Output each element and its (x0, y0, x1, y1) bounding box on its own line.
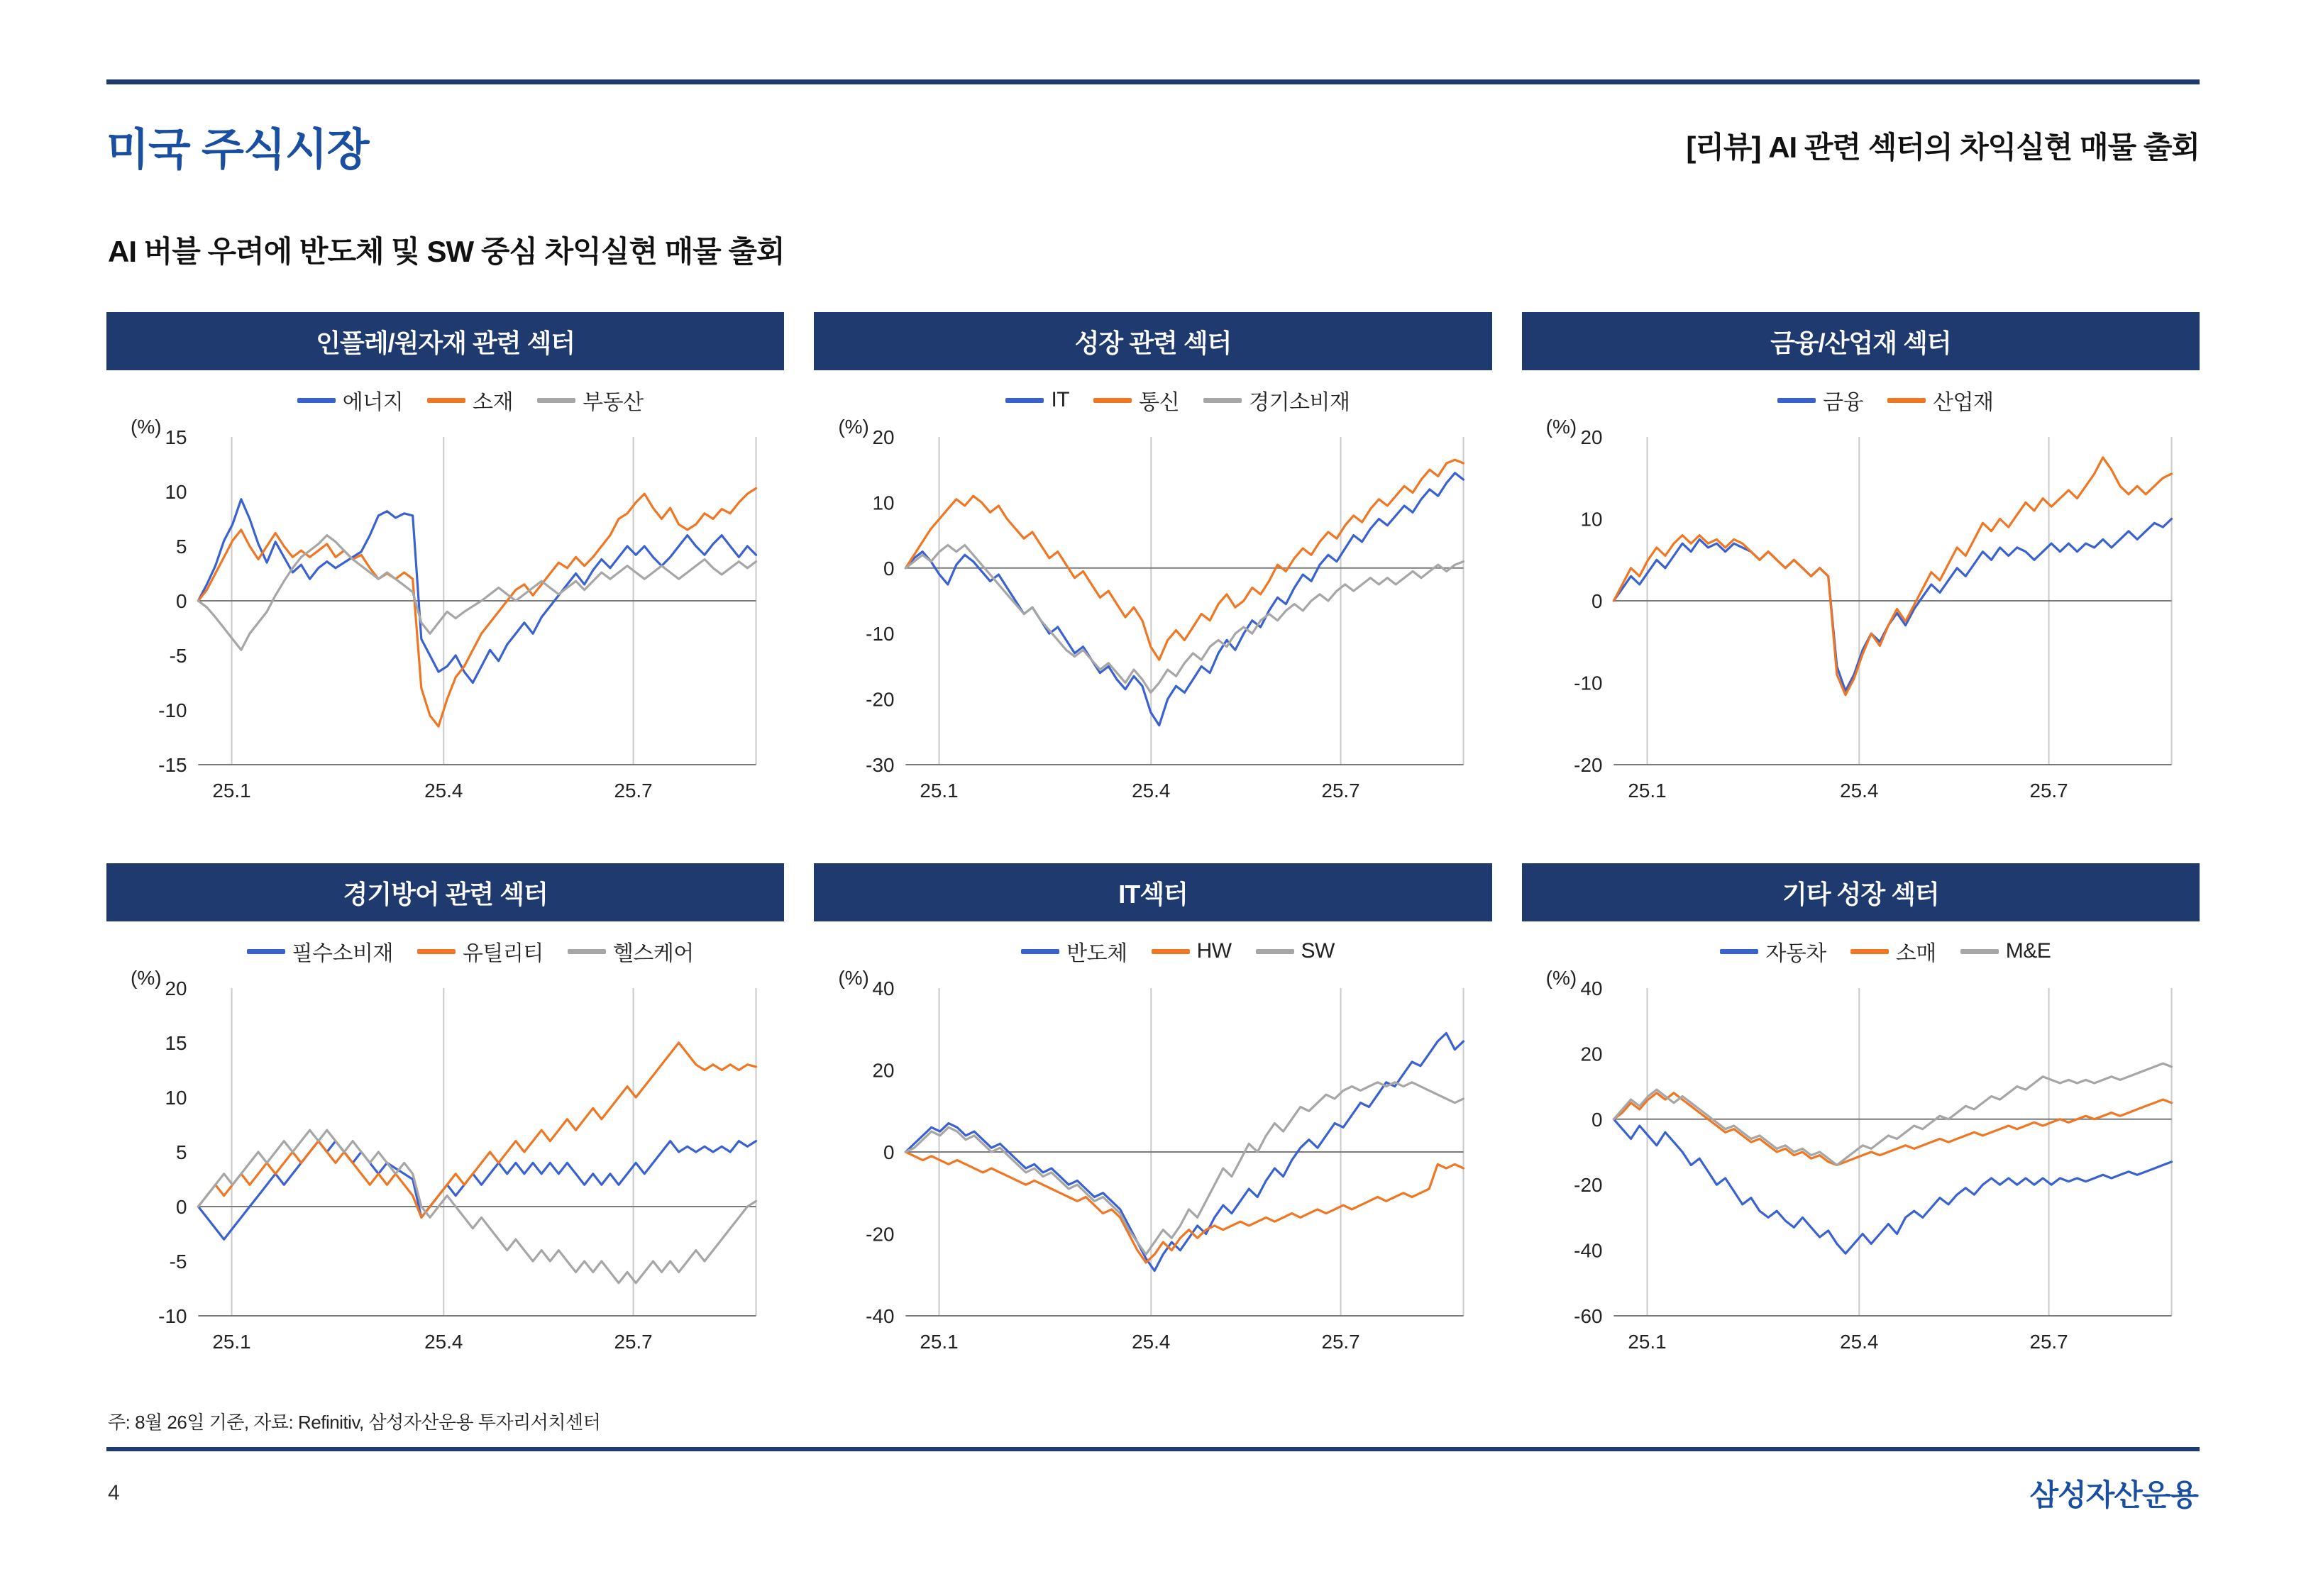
chart-title: 금융/산업재 섹터 (1522, 312, 2200, 370)
svg-text:25.7: 25.7 (1321, 779, 1361, 802)
svg-text:-20: -20 (866, 688, 895, 711)
svg-text:-20: -20 (1573, 1174, 1603, 1197)
legend-label: IT (1051, 388, 1070, 411)
legend-item (1850, 936, 1936, 967)
legend-label: 통신 (1139, 391, 1180, 414)
legend-swatch-icon (568, 949, 606, 954)
svg-text:10: 10 (872, 492, 895, 514)
svg-text:0: 0 (175, 1195, 187, 1219)
svg-text:-10: -10 (1573, 672, 1603, 694)
legend-swatch-icon (1960, 949, 1999, 954)
legend-swatch-icon (1093, 398, 1132, 403)
legend-item (1203, 384, 1350, 416)
legend-item (417, 936, 544, 967)
svg-text:5: 5 (175, 1141, 187, 1164)
svg-text:-40: -40 (1573, 1239, 1603, 1262)
line-chart-svg (814, 971, 1491, 1368)
chart-title: IT섹터 (814, 863, 1491, 921)
chart-panel-it-sector (814, 863, 1491, 1397)
svg-text:5: 5 (175, 535, 187, 558)
chart-title: 인플레/원자재 관련 섹터 (106, 312, 784, 370)
legend-swatch-icon (1203, 398, 1242, 403)
svg-text:40: 40 (872, 977, 895, 1000)
legend-label: SW (1301, 939, 1335, 963)
chart-title: 경기방어 관련 섹터 (106, 863, 784, 921)
svg-text:40: 40 (1580, 977, 1603, 1000)
y-axis-unit: (%) (838, 416, 869, 438)
page-number: 4 (108, 1481, 120, 1504)
legend-item (1887, 384, 1993, 416)
chart-panel-financial-industrial (1522, 312, 2200, 846)
svg-text:0: 0 (1591, 1108, 1603, 1131)
chart-title: 기타 성장 섹터 (1522, 863, 2200, 921)
subtitle: AI 버블 우려에 반도체 및 SW 중심 차익실현 매물 출회 (108, 235, 785, 268)
legend-item (568, 936, 694, 967)
svg-text:25.7: 25.7 (1321, 1330, 1361, 1353)
svg-text:25.4: 25.4 (1839, 779, 1879, 802)
svg-text:0: 0 (883, 1141, 895, 1164)
svg-text:25.1: 25.1 (212, 1330, 251, 1353)
svg-text:10: 10 (165, 480, 187, 504)
page-title: 미국 주식시장 (106, 125, 369, 174)
svg-text:25.4: 25.4 (1132, 1330, 1171, 1353)
y-axis-unit: (%) (131, 967, 162, 989)
chart-panel-other-growth (1522, 863, 2200, 1397)
svg-text:20: 20 (1580, 426, 1603, 449)
legend-swatch-icon (427, 398, 465, 403)
legend-swatch-icon (247, 949, 285, 954)
legend-swatch-icon (1887, 398, 1926, 403)
line-chart-svg (106, 971, 784, 1368)
chart-plot-area (1522, 416, 2200, 817)
line-chart-svg (1522, 971, 2200, 1368)
svg-text:25.1: 25.1 (1628, 1330, 1667, 1353)
source-note: 주: 8월 26일 기준, 자료: Refinitiv, 삼성자산운용 투자리서치센터 (108, 1412, 601, 1433)
header (106, 106, 2200, 184)
legend-swatch-icon (537, 398, 575, 403)
svg-text:15: 15 (165, 1031, 187, 1055)
legend-swatch-icon (1850, 949, 1889, 954)
svg-text:-60: -60 (1573, 1304, 1603, 1328)
svg-text:20: 20 (872, 426, 895, 449)
svg-text:25.4: 25.4 (424, 779, 463, 802)
chart-legend (1522, 931, 2200, 971)
header-tag: [리뷰] AI 관련 섹터의 차익실현 매물 출회 (1686, 131, 2200, 164)
svg-text:25.1: 25.1 (1628, 779, 1667, 802)
svg-text:15: 15 (165, 426, 187, 449)
footer-divider (106, 1447, 2200, 1451)
svg-text:25.1: 25.1 (920, 779, 959, 802)
chart-legend (106, 931, 784, 971)
legend-label: 에너지 (342, 391, 404, 414)
legend-swatch-icon (1720, 949, 1758, 954)
legend-item (537, 384, 643, 416)
legend-swatch-icon (417, 949, 456, 954)
svg-text:-5: -5 (169, 644, 187, 667)
svg-text:10: 10 (1580, 508, 1603, 531)
legend-swatch-icon (1152, 949, 1190, 954)
svg-text:20: 20 (1580, 1043, 1603, 1065)
chart-plot-area (814, 416, 1491, 817)
legend-item (1960, 939, 2051, 963)
chart-plot-area (106, 416, 784, 817)
svg-text:25.4: 25.4 (1132, 779, 1171, 802)
legend-label: 산업재 (1933, 391, 1994, 414)
legend-item (247, 936, 393, 967)
svg-text:0: 0 (1591, 589, 1603, 613)
svg-text:-20: -20 (1573, 753, 1603, 777)
svg-text:20: 20 (872, 1059, 895, 1082)
brand-logo: 삼성자산운용 (2029, 1478, 2198, 1512)
legend-label: 소매 (1895, 942, 1936, 965)
chart-panel-defensive-sectors (106, 863, 784, 1397)
legend-label: 반도체 (1066, 942, 1127, 965)
legend-label: HW (1196, 939, 1232, 963)
legend-item (1777, 384, 1863, 416)
y-axis-unit: (%) (131, 416, 162, 438)
svg-text:-5: -5 (169, 1250, 187, 1273)
legend-item (427, 384, 513, 416)
chart-plot-area (814, 967, 1491, 1368)
svg-text:25.7: 25.7 (2029, 1330, 2068, 1353)
legend-label: M&E (2005, 939, 2051, 963)
legend-label: 소재 (473, 391, 514, 414)
legend-label: 유틸리티 (462, 942, 544, 965)
legend-label: 금융 (1823, 391, 1864, 414)
chart-legend (814, 931, 1491, 971)
y-axis-unit: (%) (1545, 416, 1577, 438)
legend-item (1021, 936, 1127, 967)
line-chart-svg (814, 420, 1491, 817)
svg-text:-10: -10 (866, 623, 895, 645)
chart-plot-area (1522, 967, 2200, 1368)
svg-text:25.7: 25.7 (614, 779, 653, 802)
legend-label: 경기소비재 (1249, 391, 1350, 414)
chart-panel-inflation-materials (106, 312, 784, 846)
legend-label: 부동산 (583, 391, 644, 414)
svg-text:25.4: 25.4 (1839, 1330, 1879, 1353)
chart-title: 성장 관련 섹터 (814, 312, 1491, 370)
header-divider (106, 79, 2200, 84)
svg-text:25.7: 25.7 (2029, 779, 2068, 802)
svg-text:-10: -10 (158, 1304, 187, 1328)
svg-text:-10: -10 (158, 699, 187, 722)
legend-swatch-icon (297, 398, 336, 403)
svg-text:20: 20 (165, 977, 187, 1000)
chart-legend (1522, 380, 2200, 420)
svg-text:0: 0 (883, 557, 895, 580)
svg-text:-30: -30 (866, 753, 895, 777)
legend-swatch-icon (1256, 949, 1294, 954)
chart-panel-growth-sectors (814, 312, 1491, 846)
line-chart-svg (106, 420, 784, 817)
legend-item (1093, 384, 1179, 416)
svg-text:0: 0 (175, 589, 187, 613)
svg-text:25.4: 25.4 (424, 1330, 463, 1353)
svg-text:-20: -20 (866, 1223, 895, 1246)
chart-plot-area (106, 967, 784, 1368)
legend-label: 필수소비재 (292, 942, 393, 965)
chart-legend (106, 380, 784, 420)
legend-item (1256, 939, 1335, 963)
chart-legend (814, 380, 1491, 420)
svg-text:25.1: 25.1 (212, 779, 251, 802)
legend-swatch-icon (1021, 949, 1059, 954)
svg-text:-40: -40 (866, 1304, 895, 1328)
svg-text:25.7: 25.7 (614, 1330, 653, 1353)
legend-label: 헬스케어 (612, 942, 694, 965)
svg-text:10: 10 (165, 1086, 187, 1109)
legend-item (1005, 388, 1069, 412)
y-axis-unit: (%) (1545, 967, 1577, 989)
legend-swatch-icon (1005, 398, 1044, 403)
legend-item (1152, 939, 1232, 963)
legend-label: 자동차 (1765, 942, 1826, 965)
chart-grid (106, 312, 2200, 1397)
legend-item (297, 384, 403, 416)
legend-item (1720, 936, 1826, 967)
y-axis-unit: (%) (838, 967, 869, 989)
legend-swatch-icon (1777, 398, 1816, 403)
line-chart-svg (1522, 420, 2200, 817)
svg-text:25.1: 25.1 (920, 1330, 959, 1353)
svg-text:-15: -15 (158, 753, 187, 777)
